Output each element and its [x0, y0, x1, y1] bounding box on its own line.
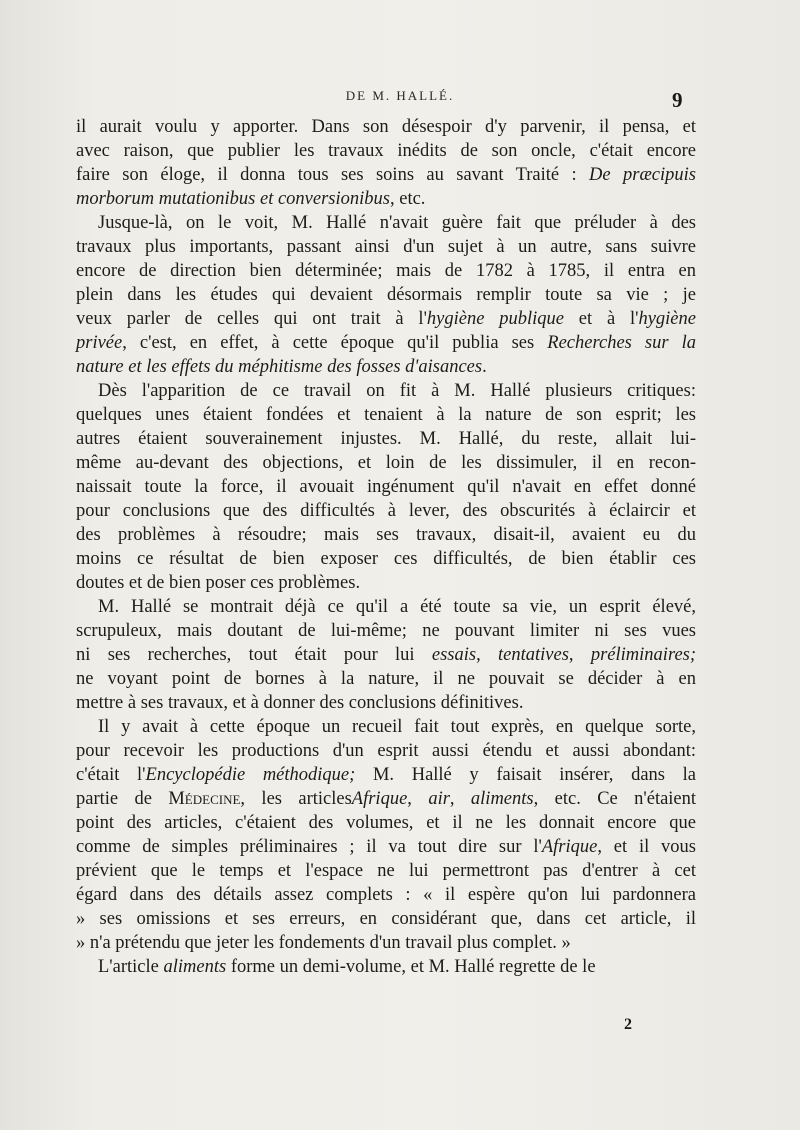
- text-segment: autres étaient souverainement injustes. M. Hallé, du reste, allait lui-: [76, 429, 696, 449]
- text-line: [76, 643, 696, 667]
- text-segment: avec raison, que publier les travaux inédits de son oncle, c'était encore: [76, 141, 696, 161]
- text-segment: pour conclusions que des difficultés à lever, des obscurités à éclaircir et: [76, 501, 696, 521]
- text-line: [76, 547, 696, 571]
- body-text: [76, 115, 696, 979]
- text-line: [76, 859, 696, 883]
- text-segment: préliminaires;: [590, 645, 697, 665]
- text-segment: hygiène: [638, 309, 696, 329]
- paragraph: [76, 715, 696, 955]
- text-segment: Encyclopédie méthodique;: [145, 765, 356, 785]
- text-segment: ,: [568, 645, 591, 665]
- text-segment: Jusque-là, on le voit, M. Hallé n'avait guère fait que préluder à des: [98, 213, 696, 233]
- text-segment: ni ses recherches, tout était pour lui: [76, 645, 432, 665]
- text-line: [76, 283, 696, 307]
- text-line: [76, 763, 696, 787]
- text-segment: et à l': [563, 309, 639, 329]
- text-segment: pour recevoir les productions d'un esprit aussi étendu et aussi abondant:: [76, 741, 696, 761]
- text-line: [76, 379, 696, 403]
- text-line: [76, 739, 696, 763]
- text-segment: prévient que le temps et l'espace ne lui permettront pas d'entrer à cet: [76, 861, 696, 881]
- text-segment: comme de simples préliminaires ; il va tout dire sur l': [76, 837, 542, 857]
- text-segment: mettre à ses travaux, et à donner des conclusions définitives.: [76, 693, 524, 713]
- text-segment: scrupuleux, mais doutant de lui-même; ne pouvant limiter ni ses vues: [76, 621, 696, 641]
- text-segment: aliments: [470, 789, 534, 809]
- text-segment: essais: [431, 645, 477, 665]
- text-line: [76, 187, 696, 211]
- text-segment: , etc.: [389, 189, 426, 209]
- text-segment: naissait toute la force, il avouait ingénument qu'il n'avait en effet donné: [76, 477, 696, 497]
- text-segment: égard dans des détails assez complets : « il espère qu'on lui pardonnera: [76, 885, 696, 905]
- text-segment: ne voyant point de bornes à la nature, il ne pouvait se décider à en: [76, 669, 696, 689]
- text-line: [76, 475, 696, 499]
- text-segment: Médecine: [168, 789, 241, 809]
- text-line: [76, 715, 696, 739]
- text-segment: travaux plus importants, passant ainsi d'un sujet à un autre, sans suivre: [76, 237, 696, 257]
- text-line: [76, 235, 696, 259]
- text-segment: morborum mutationibus et conversionibus: [76, 189, 390, 209]
- text-segment: partie de: [76, 789, 169, 809]
- text-segment: il aurait voulu y apporter. Dans son désespoir d'y parvenir, il pensa, et: [76, 117, 696, 137]
- text-segment: L'article: [98, 957, 164, 977]
- text-segment: aliments: [163, 957, 227, 977]
- text-line: [76, 595, 696, 619]
- text-segment: Dès l'apparition de ce travail on fit à M. Hallé plusieurs critiques:: [98, 381, 696, 401]
- text-segment: tentatives: [498, 645, 569, 665]
- text-segment: moins ce résultat de bien exposer ces difficultés, de bien établir ces: [76, 549, 696, 569]
- text-line: [76, 691, 696, 715]
- text-segment: » n'a prétendu que jeter les fondements d'un travail plus complet. »: [76, 933, 571, 953]
- text-segment: encore de direction bien déterminée; mais de 1782 à 1785, il entra en: [76, 261, 696, 281]
- text-segment: , les articles: [240, 789, 352, 809]
- text-line: [76, 259, 696, 283]
- text-segment: nature et les effets du méphitisme des fosses d'aisances: [76, 357, 483, 377]
- text-line: [76, 907, 696, 931]
- signature-mark: 2: [624, 1016, 632, 1033]
- text-line: [76, 931, 696, 955]
- text-segment: ,: [449, 789, 471, 809]
- text-line: [76, 451, 696, 475]
- text-line: [76, 211, 696, 235]
- text-segment: faire son éloge, il donna tous ses soins au savant Traité :: [76, 165, 590, 185]
- text-segment: forme un demi-volume, et M. Hallé regrette de le: [226, 957, 596, 977]
- text-line: [76, 115, 696, 139]
- text-line: [76, 499, 696, 523]
- page-number: 9: [672, 88, 683, 112]
- text-segment: quelques unes étaient fondées et tenaient à la nature de son esprit; les: [76, 405, 696, 425]
- text-segment: privée: [76, 333, 123, 353]
- text-line: [76, 835, 696, 859]
- text-line: [76, 811, 696, 835]
- text-segment: air: [428, 789, 450, 809]
- text-segment: doutes et de bien poser ces problèmes.: [76, 573, 361, 593]
- paragraph: [76, 595, 696, 715]
- text-segment: veux parler de celles qui ont trait à l': [76, 309, 427, 329]
- text-segment: De præcipuis: [589, 165, 696, 185]
- text-segment: point des articles, c'étaient des volumes, et il ne les donnait encore que: [76, 813, 696, 833]
- text-segment: Il y avait à cette époque un recueil fait tout exprès, en quelque sorte,: [98, 717, 696, 737]
- text-segment: , c'est, en effet, à cette époque qu'il publia ses: [122, 333, 548, 353]
- text-segment: Afrique: [541, 837, 598, 857]
- text-line: [76, 955, 696, 979]
- text-segment: , etc. Ce n'étaient: [533, 789, 697, 809]
- text-segment: Recherches sur la: [547, 333, 696, 353]
- paragraph: [76, 211, 696, 379]
- text-line: [76, 523, 696, 547]
- text-segment: M. Hallé y faisait insérer, dans la: [355, 765, 696, 785]
- text-line: [76, 163, 696, 187]
- text-segment: Afrique: [351, 789, 408, 809]
- text-line: [76, 427, 696, 451]
- text-line: [76, 307, 696, 331]
- text-segment: , et il vous: [597, 837, 696, 857]
- text-line: [76, 355, 696, 379]
- text-line: [76, 331, 696, 355]
- text-segment: c'était l': [76, 765, 146, 785]
- paragraph: [76, 379, 696, 595]
- text-segment: » ses omissions et ses erreurs, en considérant que, dans cet article, il: [76, 909, 696, 929]
- text-line: [76, 787, 696, 811]
- text-line: [76, 667, 696, 691]
- text-line: [76, 139, 696, 163]
- text-segment: hygiène publique: [426, 309, 564, 329]
- text-line: [76, 883, 696, 907]
- text-segment: ,: [476, 645, 499, 665]
- text-segment: plein dans les études qui devaient désormais remplir toute sa vie ; je: [76, 285, 696, 305]
- text-segment: même au-devant des objections, et loin de les dissimuler, il en recon-: [76, 453, 696, 473]
- text-segment: des problèmes à résoudre; mais ses travaux, disait-il, avaient eu du: [76, 525, 696, 545]
- paragraph: [76, 955, 696, 979]
- text-line: [76, 403, 696, 427]
- text-segment: ,: [407, 789, 429, 809]
- text-segment: M. Hallé se montrait déjà ce qu'il a été toute sa vie, un esprit élevé,: [98, 597, 696, 617]
- text-line: [76, 619, 696, 643]
- paragraph: [76, 115, 696, 211]
- text-segment: .: [482, 357, 487, 377]
- running-title: DE M. HALLÉ.: [345, 88, 455, 103]
- text-line: [76, 571, 696, 595]
